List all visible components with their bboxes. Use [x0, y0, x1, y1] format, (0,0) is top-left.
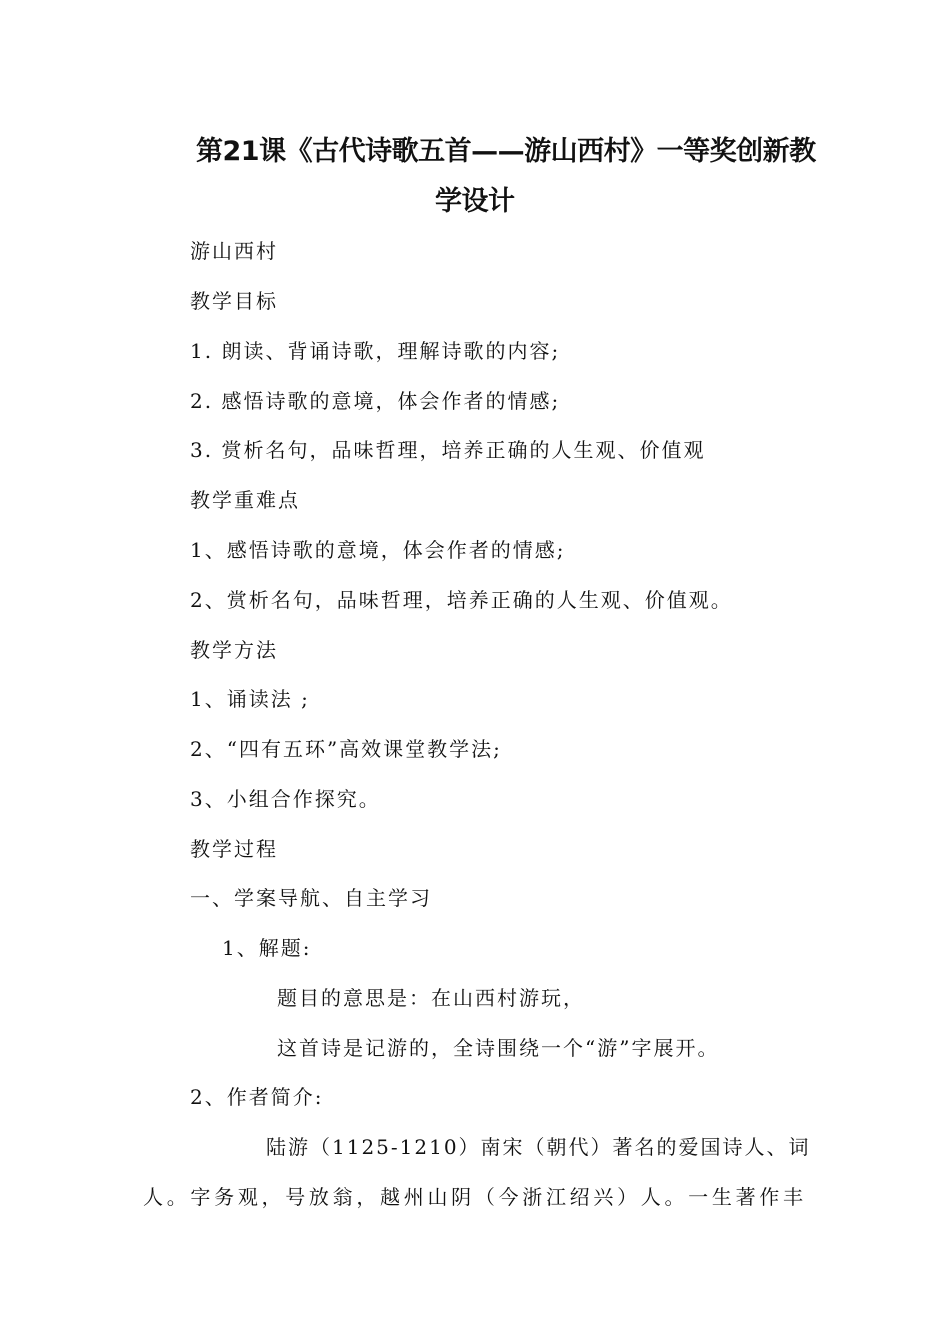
document-title-line-2: 学设计: [435, 186, 515, 217]
paragraph-text: 陆游（1125-1210）南宋（朝代）著名的爱国诗人、词: [266, 1135, 811, 1159]
key-point-item-2: 2、赏析名句，品味哲理，培养正确的人生观、价值观。: [190, 588, 733, 612]
lesson-name: 游山西村: [190, 239, 278, 263]
key-point-item-1: 1、感悟诗歌的意境，体会作者的情感;: [190, 538, 566, 562]
method-item-3: 3、小组合作探究。: [190, 787, 381, 811]
method-item-2: 2、“四有五环”高效课堂教学法;: [190, 737, 502, 761]
method-item-1: 1、诵读法 ;: [190, 687, 310, 711]
objective-item-2: 2. 感悟诗歌的意境，体会作者的情感;: [190, 389, 561, 413]
section-heading-objectives: 教学目标: [190, 289, 278, 313]
process-step-1: 一、学案导航、自主学习: [190, 886, 432, 910]
document-title-line-1: 第21课《古代诗歌五首——游山西村》一等奖创新教: [196, 136, 816, 167]
sub-item-title-explanation: 1、解题:: [222, 936, 312, 960]
paragraph-text: 这首诗是记游的，全诗围绕一个“游”字展开。: [277, 1036, 720, 1060]
section-heading-methods: 教学方法: [190, 638, 278, 662]
paragraph-text: 题目的意思是：在山西村游玩，: [277, 986, 585, 1010]
section-heading-key-points: 教学重难点: [190, 488, 300, 512]
sub-item-author-intro: 2、作者简介:: [190, 1085, 324, 1109]
paragraph-text: 人。字务观，号放翁，越州山阴（今浙江绍兴）人。一生著作丰: [143, 1185, 805, 1209]
section-heading-process: 教学过程: [190, 837, 278, 861]
objective-item-3: 3. 赏析名句，品味哲理，培养正确的人生观、价值观: [190, 438, 706, 462]
objective-item-1: 1. 朗读、背诵诗歌，理解诗歌的内容;: [190, 339, 561, 363]
